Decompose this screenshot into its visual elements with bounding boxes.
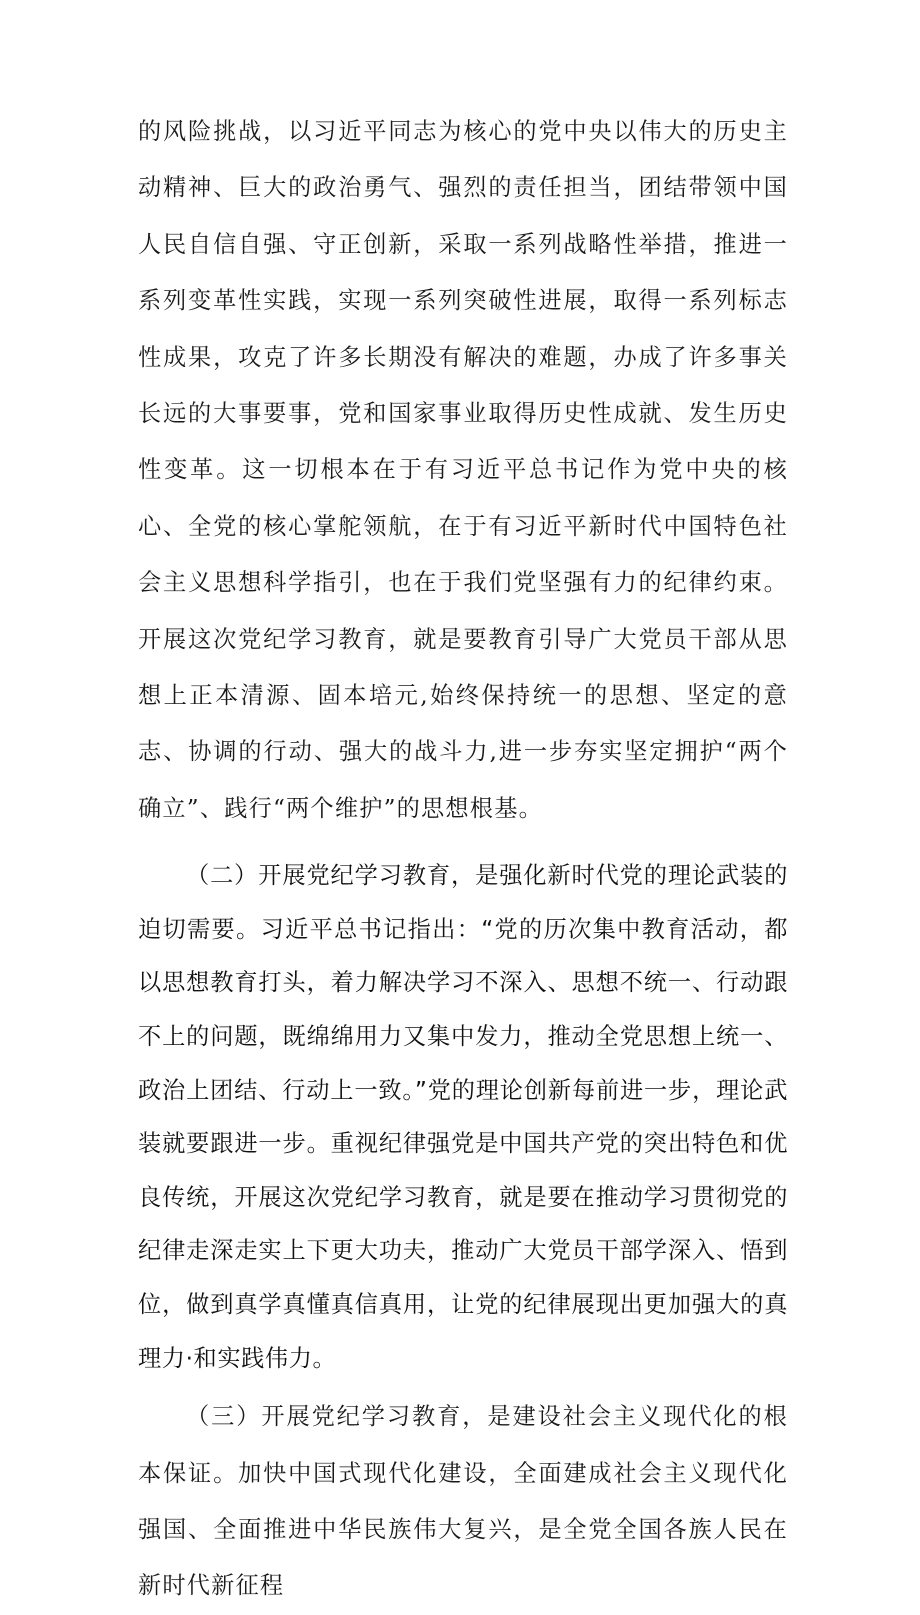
paragraph-risk-challenges: 的风险挑战，以习近平同志为核心的党中央以伟大的历史主动精神、巨大的政治勇气、强烈的责任担当，团结带领中国人民自信自强、守正创新，采取一系列战略性举措，推进一系列变革性实践，实现一系列突破性进展，取得一系列标志性成果，攻克了许多长期没有解决的难题，办成了许多事关长远的大事要事，党和国家事业取得历史性成就、发生历史性变革。这一切根本在于有习近平总书记作为党中央的核心、全党的核心掌舵领航，在于有习近平新时代中国特色社会主义思想科学指引，也在于我们党坚强有力的纪律约束。开展这次党纪学习教育，就是要教育引导广大党员干部从思想上正本清源、固本培元,始终保持统一的思想、坚定的意志、协调的行动、强大的战斗力,进一步夯实坚定拥护“两个确立”、践行“两个维护”的思想根基。	[138, 118, 788, 822]
paragraph-section-two: （二）开展党纪学习教育，是强化新时代党的理论武装的迫切需要。习近平总书记指出：“党的历次集中教育活动，都以思想教育打头，着力解决学习不深入、思想不统一、行动跟不上的问题，既绵绵用力又集中发力，推动全党思想上统一、政治上团结、行动上一致。”党的理论创新每前进一步，理论武装就要跟进一步。重视纪律强党是中国共产党的突出特色和优良传统，开展这次党纪学习教育，就是要在推动学习贯彻党的纪律走深走实上下更大功夫，推动广大党员干部学深入、悟到位，做到真学真懂真信真用，让党的纪律展现出更加强大的真理力·和实践伟力。	[138, 862, 788, 1372]
paragraph-section-three: （三）开展党纪学习教育，是建设社会主义现代化的根本保证。加快中国式现代化建设，全面建成社会主义现代化强国、全面推进中华民族伟大复兴，是全党全国各族人民在新时代新征程	[138, 1403, 788, 1600]
document-body	[138, 104, 788, 1615]
